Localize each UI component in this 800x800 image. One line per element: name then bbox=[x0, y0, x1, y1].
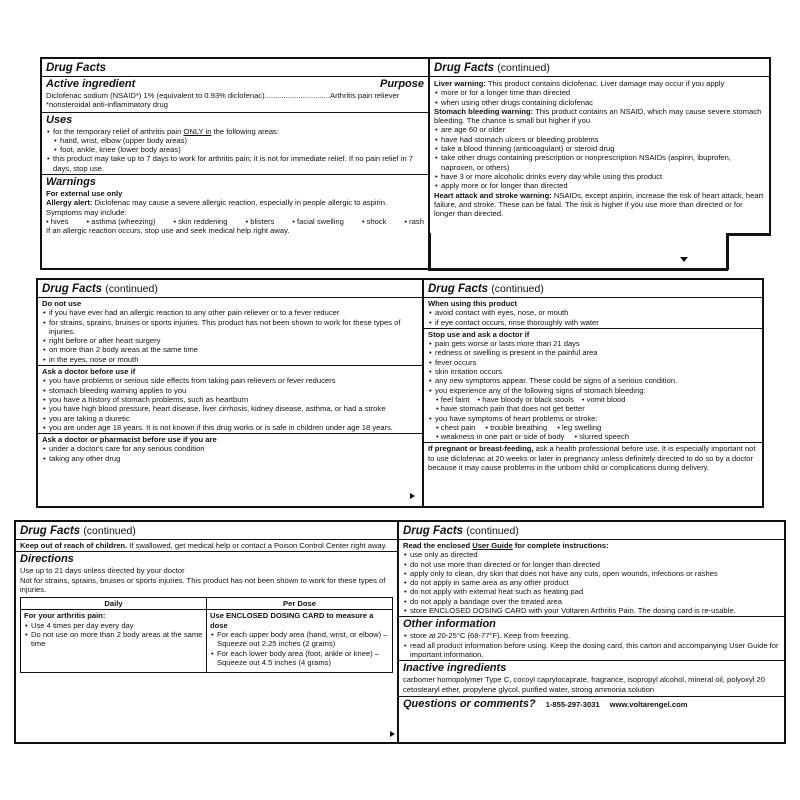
ask-doctor-item: • you are taking a diuretic bbox=[42, 414, 418, 423]
pregnancy-warning: If pregnant or breast-feeding, ask a health professional before use. It is especially important not to use diclofenac at 20 weeks or later in pregnancy unless definitely directed to do so by a doctor because it may cause problems in the unborn child or complications during delivery. bbox=[428, 444, 756, 473]
heart-signs-intro: • you have symptoms of heart problems or stroke: bbox=[428, 414, 758, 423]
stomach-signs-intro: • you experience any of the following signs of stomach bleeding: bbox=[428, 386, 758, 395]
symptom-item: • facial swelling bbox=[292, 217, 344, 226]
user-guide-item: • apply only to clean, dry skin that does not have any cuts, open wounds, infections or rashes bbox=[403, 569, 780, 578]
col-daily: Daily bbox=[21, 598, 207, 610]
uses-sub-item: • foot, ankle, knee (lower body areas) bbox=[46, 145, 424, 154]
ask-doctor-item: • you have a history of stomach problems, such as heartburn bbox=[42, 395, 418, 404]
uses-list bbox=[46, 127, 424, 173]
ask-doctor-heading: Ask a doctor before use if bbox=[42, 367, 136, 377]
user-guide-item: • do not apply in same area as any other product bbox=[403, 578, 780, 587]
stomach-sign: • feel faint bbox=[436, 394, 470, 404]
do-not-use-item: • if you have ever had an allergic reaction to any other pain reliever or to a fever reducer bbox=[42, 308, 418, 317]
uses-last: • this product may take up to 7 days to work for arthritis pain; it is not for immediate relief. If no pain relief in 7 days, stop use. bbox=[46, 154, 424, 173]
stop-use-heading: Stop use and ask a doctor if bbox=[428, 329, 530, 339]
daily-cell: For your arthritis pain: • Use 4 times per day every day • Do not use on more than 2 body areas at the same time bbox=[21, 610, 207, 673]
ask-doctor-item: • you have high blood pressure, heart disease, liver cirrhosis, kidney disease, asthma, or had a stroke bbox=[42, 404, 418, 413]
bleeding-item: • are age 60 or older bbox=[434, 125, 765, 134]
drug-facts-title: Drug Facts (continued) bbox=[42, 283, 158, 295]
directions-line-2: Not for strains, sprains, bruises or sports injuries. This product has not been shown to work for these types of injuries. bbox=[20, 575, 386, 594]
liver-item: • more or for a longer time than directed bbox=[434, 88, 765, 97]
panel-liver-bleeding-heart bbox=[428, 57, 771, 235]
warnings-heading: Warnings bbox=[46, 176, 96, 189]
symptom-list bbox=[46, 217, 424, 226]
phone-number: 1-855-297-3031 bbox=[545, 699, 600, 709]
panel-active-uses-warnings bbox=[40, 57, 430, 270]
uses-sub-item: • hand, wrist, elbow (upper body areas) bbox=[46, 136, 424, 145]
heart-sign: • slurred speech bbox=[574, 432, 630, 442]
ask-doctor-item: • you are under age 18 years. It is not known if this drug works or is safe in children under age 18 years. bbox=[42, 423, 418, 432]
ask-doctor-item: • you have problems or serious side effects from taking pain relievers or fever reducers bbox=[42, 376, 418, 385]
stop-use-item: • any new symptoms appear. These could be signs of a serious condition. bbox=[428, 376, 758, 385]
dosing-table bbox=[20, 597, 393, 673]
directions-line-1: Use up to 21 days unless directed by your doctor bbox=[20, 566, 185, 576]
heart-signs-row bbox=[428, 423, 758, 432]
drug-facts-title: Drug Facts (continued) bbox=[428, 283, 544, 295]
bleeding-item: • take other drugs containing prescription or nonprescription NSAIDs (aspirin, ibuprofen, naproxen, or others) bbox=[434, 153, 765, 172]
stop-use-item: • skin irritation occurs bbox=[428, 367, 758, 376]
heart-sign: • chest pain bbox=[436, 422, 476, 432]
do-not-use-item: • in the eyes, nose or mouth bbox=[42, 355, 418, 364]
symptom-item: • hives bbox=[46, 217, 69, 226]
ask-pharmacist-heading: Ask a doctor or pharmacist before use if you are bbox=[42, 435, 217, 445]
drug-facts-title: Drug Facts bbox=[46, 62, 107, 74]
dose-cell: Use ENCLOSED DOSING CARD to measure a dose • For each upper body area (hand, wrist, or elbow) – Squeeze out 2.25 inches (2 grams) • For each lower body area (foot, ankle or knee) – Squeeze out 4.5 inches (4 grams) bbox=[207, 610, 393, 673]
user-guide-item: • do not use more than directed or for longer than directed bbox=[403, 560, 780, 569]
panel-keep-out-directions bbox=[14, 520, 399, 744]
user-guide-heading: Read the enclosed User Guide for complete instructions: bbox=[403, 541, 609, 550]
heart-sign: • leg swelling bbox=[557, 422, 602, 432]
when-using-item: • if eye contact occurs, rinse thoroughly with water bbox=[428, 318, 758, 327]
symptom-item: • asthma (wheezing) bbox=[86, 217, 155, 226]
bleeding-item: • have 3 or more alcoholic drinks every day while using this product bbox=[434, 172, 765, 181]
other-info-item: • read all product information before using. Keep the dosing card, this carton and accompanying User Guide for important information. bbox=[403, 641, 780, 660]
stomach-sign: • have bloody or black stools bbox=[477, 394, 574, 404]
user-guide-item: • store ENCLOSED DOSING CARD with your Voltaren Arthritis Pain. The dosing card is re-usable. bbox=[403, 606, 780, 615]
stomach-signs-row bbox=[428, 395, 758, 404]
nsaid-note: *nonsteroidal anti-inflammatory drug bbox=[46, 100, 168, 110]
questions-heading: Questions or comments? bbox=[403, 697, 536, 710]
stomach-sign: • vomit blood bbox=[581, 394, 626, 404]
allergy-end: If an allergic reaction occurs, stop use and seek medical help right away. bbox=[46, 226, 290, 236]
ask-pharmacist-item: • under a doctor's care for any serious condition bbox=[42, 444, 418, 453]
do-not-use-item: • for strains, sprains, bruises or sports injuries. This product has not been shown to work for these types of injuries. bbox=[42, 318, 418, 337]
uses-heading: Uses bbox=[46, 113, 73, 126]
heart-sign: • trouble breathing bbox=[485, 422, 548, 432]
bleeding-item: • have had stomach ulcers or bleeding problems bbox=[434, 135, 765, 144]
external-use-only: For external use only bbox=[46, 189, 123, 199]
user-guide-item: • do not apply a bandage over the treated area bbox=[403, 597, 780, 606]
allergy-alert: Allergy alert: Diclofenac may cause a severe allergic reaction, especially in people allergic to aspirin. Symptoms may include: bbox=[46, 198, 388, 217]
dose-item: • For each lower body area (foot, ankle or knee) – Squeeze out 4.5 inches (4 grams) bbox=[210, 649, 389, 668]
ask-doctor-item: • stomach bleeding warning applies to you bbox=[42, 386, 418, 395]
active-ingredient-line: Diclofenac sodium (NSAID*) 1% (equivalent to 0.93% diclofenac)...............................Arthritis pain reliever bbox=[46, 91, 400, 100]
active-ingredient-heading: Active ingredient bbox=[46, 78, 136, 90]
stop-use-item: • redness or swelling is present in the painful area bbox=[428, 348, 758, 357]
keep-out-of-reach: Keep out of reach of children. If swallowed, get medical help or contact a Poison Control Center right away. bbox=[20, 541, 388, 550]
when-using-heading: When using this product bbox=[428, 299, 518, 308]
panel2-step-riser bbox=[726, 233, 729, 270]
drug-facts-title: Drug Facts (continued) bbox=[434, 62, 550, 74]
panel2-step-top bbox=[726, 233, 771, 236]
liver-item: • when using other drugs containing diclofenac bbox=[434, 98, 765, 107]
ask-pharmacist-item: • taking any other drug bbox=[42, 454, 418, 463]
user-guide-item: • use only as directed bbox=[403, 550, 780, 559]
other-info-heading: Other information bbox=[403, 618, 496, 631]
daily-item: • Use 4 times per day every day bbox=[24, 621, 203, 630]
symptom-item: • blisters bbox=[245, 217, 274, 226]
drug-facts-title: Drug Facts (continued) bbox=[403, 525, 519, 537]
heart-sign: • weakness in one part or side of body bbox=[436, 432, 565, 442]
do-not-use-item: • right before or after heart surgery bbox=[42, 336, 418, 345]
website-link: www.voltarengel.com bbox=[609, 699, 688, 709]
panel2-step-left bbox=[428, 233, 431, 270]
heart-signs-row-2 bbox=[428, 432, 758, 441]
col-per-dose: Per Dose bbox=[207, 598, 393, 610]
panel-do-not-use bbox=[36, 278, 424, 508]
continue-arrow-icon bbox=[680, 257, 688, 262]
drug-facts-title: Drug Facts (continued) bbox=[20, 525, 136, 537]
symptom-item: • shock bbox=[362, 217, 387, 226]
inactive-ingredients: carbomer homopolymer Type C, cocoyl caprylocaprate, fragrance, isopropyl alcohol, mineral oil, polyoxyl 20 cetostearyl ether, propylene glycol, purified water, strong ammonia solution bbox=[403, 675, 765, 694]
panel-when-using-stop-use bbox=[422, 278, 764, 508]
daily-item: • Do not use on more than 2 body areas at the same time bbox=[24, 630, 203, 649]
user-guide-item: • do not apply with external heat such as heating pad bbox=[403, 587, 780, 596]
dose-item: • For each upper body area (hand, wrist, or elbow) – Squeeze out 2.25 inches (2 grams) bbox=[210, 630, 389, 649]
symptom-item: • rash bbox=[404, 217, 424, 226]
heart-stroke-warning: Heart attack and stroke warning: NSAIDs, except aspirin, increase the risk of heart attack, heart failure, and stroke. These can be fatal. The risk is higher if you use more than directed or for longer than directed. bbox=[434, 190, 764, 219]
liver-warning: Liver warning: This product contains diclofenac. Liver damage may occur if you apply bbox=[434, 79, 725, 88]
when-using-item: • avoid contact with eyes, nose, or mouth bbox=[428, 308, 758, 317]
panel-user-guide-other-info bbox=[397, 520, 786, 744]
continue-arrow-icon bbox=[390, 731, 395, 737]
symptom-item: • skin reddening bbox=[173, 217, 227, 226]
do-not-use-heading: Do not use bbox=[42, 299, 82, 308]
questions-row bbox=[403, 698, 780, 711]
stomach-sign-last: • have stomach pain that does not get better bbox=[436, 404, 585, 414]
bleeding-item: • take a blood thinning (anticoagulant) or steroid drug bbox=[434, 144, 765, 153]
uses-intro: • for the temporary relief of arthritis pain ONLY in the following areas: bbox=[46, 127, 424, 136]
stop-use-item: • pain gets worse or lasts more than 21 days bbox=[428, 339, 758, 348]
bleeding-item: • apply more or for longer than directed bbox=[434, 181, 765, 190]
continue-arrow-icon bbox=[410, 493, 415, 499]
stomach-bleeding-warning: Stomach bleeding warning: This product contains an NSAID, which may cause severe stomach bleeding. The chance is small but higher if you bbox=[434, 106, 762, 126]
stop-use-item: • fever occurs bbox=[428, 358, 758, 367]
other-info-item: • store at 20-25°C (68-77°F). Keep from freezing. bbox=[403, 631, 780, 640]
do-not-use-item: • on more than 2 body areas at the same time bbox=[42, 345, 418, 354]
panel2-step-bottom bbox=[428, 268, 728, 271]
directions-heading: Directions bbox=[20, 553, 74, 566]
purpose-heading: Purpose bbox=[379, 78, 424, 90]
inactive-ingredients-heading: Inactive ingredients bbox=[403, 662, 507, 675]
